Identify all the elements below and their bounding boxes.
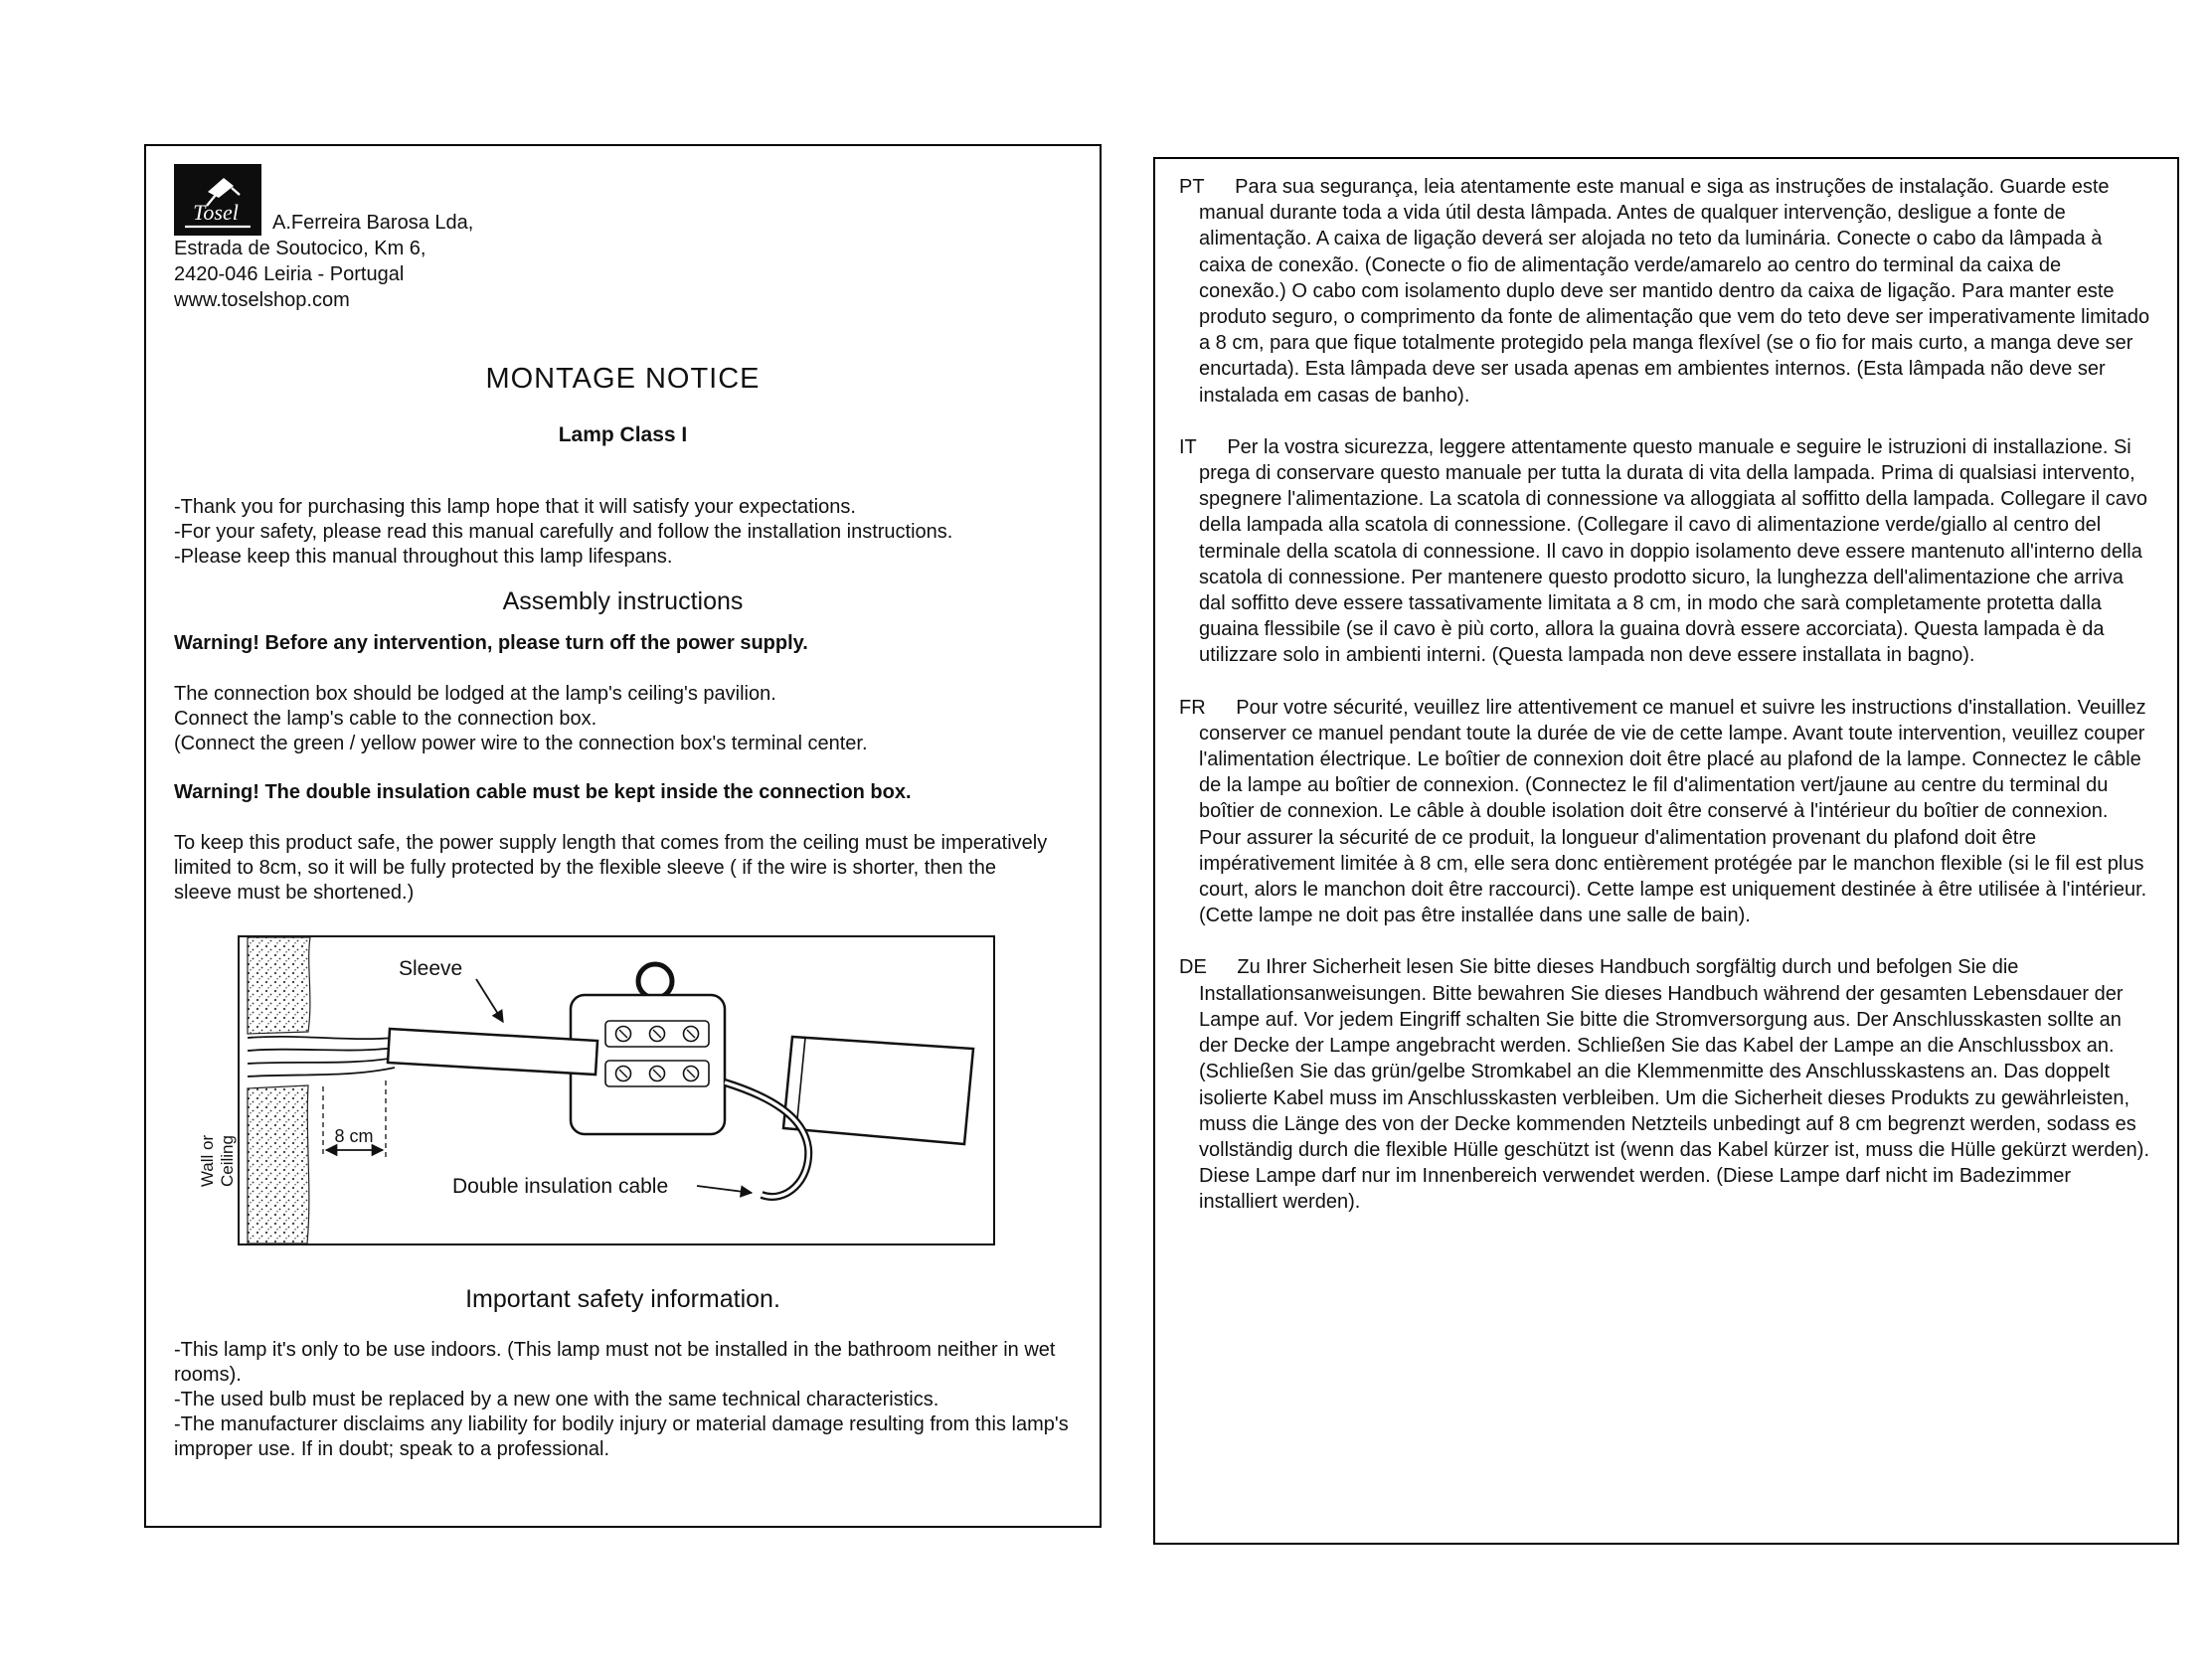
brand-header	[174, 164, 1072, 236]
lang-text-it: Per la vostra sicurezza, leggere attentamente questo manuale e seguire le istruzioni di installazione. Si prega di conservare questo manuale per tutta la durata di vita della lampada. Prima di qualsiasi intervento, spegnere l'alimentazione. La scatola di connessione va alloggiata al soffitto della lampada. Collegare il cavo della lampada alla scatola di connessione. (Collegare il cavo di alimentazione verde/giallo al centro del terminale della scatola di connessione. Il cavo in doppio isolamento deve essere mantenuto all'interno della scatola di connessione. Per mantenere questo prodotto sicuro, la lunghezza dell'alimentazione che arriva dal soffitto deve essere tassativamente limitata a 8 cm, in modo che sarà completamente protetta dalla guaina flessibile (se il cavo è più corto, allora la guaina dovrà essere accorciata). Questa lampada è da utilizzare solo in ambienti interni. (Questa lampada non deve essere installata in bagno).	[1199, 435, 2148, 667]
safety-paragraph	[174, 1338, 1072, 1462]
address-line-1: Estrada de Soutocico, Km 6,	[174, 238, 426, 259]
lang-code-de: DE	[1179, 956, 1207, 979]
lang-code-it: IT	[1179, 435, 1197, 458]
lang-text-de: Zu Ihrer Sicherheit lesen Sie bitte dieses Handbuch sorgfältig durch und befolgen Sie die Installationsanweisungen. Bitte bewahren Sie dieses Handbuch während der gesamten Lebensdauer der Lampe auf. Vor jedem Eingriff schalten Sie bitte die Stromversorgung aus. Der Anschlusskasten sollte an der Decke der Lampe angebracht werden. Schließen Sie das Kabel der Lampe an die Anschlussbox an. (Schließen Sie das grün/gelbe Stromkabel an die Klemmenmitte des Anschlusskastens an. Das doppelt isolierte Kabel muss im Anschlusskasten verbleiben. Um die Sicherheit dieses Produkts zu gewährleisten, muss die Länge des von der Decke kommenden Netzteils unbedingt auf 8 cm begrenzt werden, sodass es vollständig durch die flexible Hülle geschützt ist (wenn das Kabel kürzer ist, muss die Hülle gekürzt werden). Diese Lampe darf nur im Innenbereich verwendet werden. (Diese Lampe darf nicht im Badezimmer installiert werden).	[1199, 956, 2150, 1214]
page-right	[1153, 157, 2179, 1545]
wall-hatching	[248, 937, 310, 1244]
intro-line: -Thank you for purchasing this lamp hope that it will satisfy your expectations.	[174, 496, 856, 518]
ceiling-cover	[783, 1037, 973, 1144]
company-name: A.Ferreira Barosa Lda,	[272, 212, 474, 234]
lang-text-fr: Pour votre sécurité, veuillez lire attentivement ce manuel et suivre les instructions d'installation. Veuillez conserver ce manuel pendant toute la durée de vie de cette lampe. Avant toute intervention, veuillez couper l'alimentation électrique. Le boîtier de connexion doit être placé au plafond de la lampe. Connectez le câble de la lampe au boîtier de connexion. (Connectez le fil d'alimentation vert/jaune au centre du terminal du boîtier de connexion. Le câble à double isolation doit être conservé à l'intérieur du boîtier de connexion. Pour assurer la sécurité de ce produit, la longueur d'alimentation provenant du plafond doit être impérativement limitée à 8 cm, elle sera donc entièrement protégée par le manchon flexible (si le fil est plus court, alors le manchon doit être raccourci). Cette lampe est uniquement destinée à être utilisée à l'intérieur. (Cette lampe ne doit pas être installée dans une salle de bain).	[1199, 696, 2147, 927]
address-line-2: 2420-046 Leiria - Portugal	[174, 263, 405, 285]
website: www.toselshop.com	[174, 289, 350, 311]
safety-item: -This lamp it's only to be use indoors. (This lamp must not be installed in the bathroom neither in wet rooms).	[174, 1339, 1056, 1386]
lamp-class-subtitle: Lamp Class I	[558, 423, 688, 446]
warning-power-supply: Warning! Before any intervention, please turn off the power supply.	[174, 632, 808, 654]
sleeve-label: Sleeve	[399, 957, 463, 980]
warning-double-insulation: Warning! The double insulation cable must be kept inside the connection box.	[174, 781, 912, 803]
wall-or-ceiling-label: Wall or Ceiling	[198, 1134, 237, 1188]
assembly-steps	[174, 682, 1072, 756]
tosel-logo	[174, 164, 261, 236]
assembly-step: Connect the lamp's cable to the connection box.	[174, 708, 597, 730]
installation-diagram	[238, 935, 995, 1245]
safety-item: -The used bulb must be replaced by a new one with the same technical characteristics.	[174, 1389, 939, 1410]
lang-code-pt: PT	[1179, 176, 1205, 198]
length-note: To keep this product safe, the power supply length that comes from the ceiling must be imperatively limited to 8cm, so it will be fully protected by the flexible sleeve ( if the wire is shorter, then the sleeve must be shortened.)	[174, 832, 1048, 904]
section-german	[1179, 954, 2151, 1215]
tosel-logo-image	[174, 164, 261, 236]
logo-brand-text: Tosel	[193, 200, 239, 225]
section-italian	[1179, 434, 2151, 669]
lang-text-pt: Para sua segurança, leia atentamente este manual e siga as instruções de instalação. Guarde este manual durante toda a vida útil desta lâmpada. Antes de qualquer intervenção, desligue a fonte de alimentação. A caixa de ligação deverá ser alojada no teto da luminária. Conecte o cabo da lâmpada à caixa de conexão. (Conecte o fio de alimentação verde/amarelo ao centro do terminal da caixa de conexão.) O cabo com isolamento duplo deve ser mantido dentro da caixa de ligação. Para manter este produto seguro, o comprimento da fonte de alimentação que vem do teto deve ser imperativamente limitado a 8 cm, para que fique totalmente protegido pela manga flexível (se o fio for mais curto, a manga deve ser encurtada). Esta lâmpada deve ser usada apenas em ambientes internos. (Esta lâmpada não deve ser instalada em casas de banho).	[1199, 176, 2150, 407]
cable-label: Double insulation cable	[452, 1175, 669, 1198]
assembly-heading: Assembly instructions	[502, 587, 744, 615]
lang-code-fr: FR	[1179, 696, 1206, 719]
section-portuguese	[1179, 174, 2151, 409]
section-french	[1179, 695, 2151, 929]
safety-heading: Important safety information.	[465, 1285, 780, 1313]
intro-line: -For your safety, please read this manual carefully and follow the installation instructions.	[174, 521, 953, 543]
intro-paragraph	[174, 495, 1072, 570]
intro-line: -Please keep this manual throughout this lamp lifespans.	[174, 546, 673, 568]
safety-item: -The manufacturer disclaims any liability for bodily injury or material damage resulting from this lamp's improper use. If in doubt; speak to a professional.	[174, 1413, 1069, 1460]
dimension-label: 8 cm	[334, 1126, 374, 1146]
assembly-step: The connection box should be lodged at the lamp's ceiling's pavilion.	[174, 683, 776, 705]
assembly-step: (Connect the green / yellow power wire to the connection box's terminal center.	[174, 733, 868, 754]
assembly-diagram	[198, 935, 995, 1245]
page-left	[144, 144, 1102, 1528]
document-title: MONTAGE NOTICE	[485, 363, 761, 395]
